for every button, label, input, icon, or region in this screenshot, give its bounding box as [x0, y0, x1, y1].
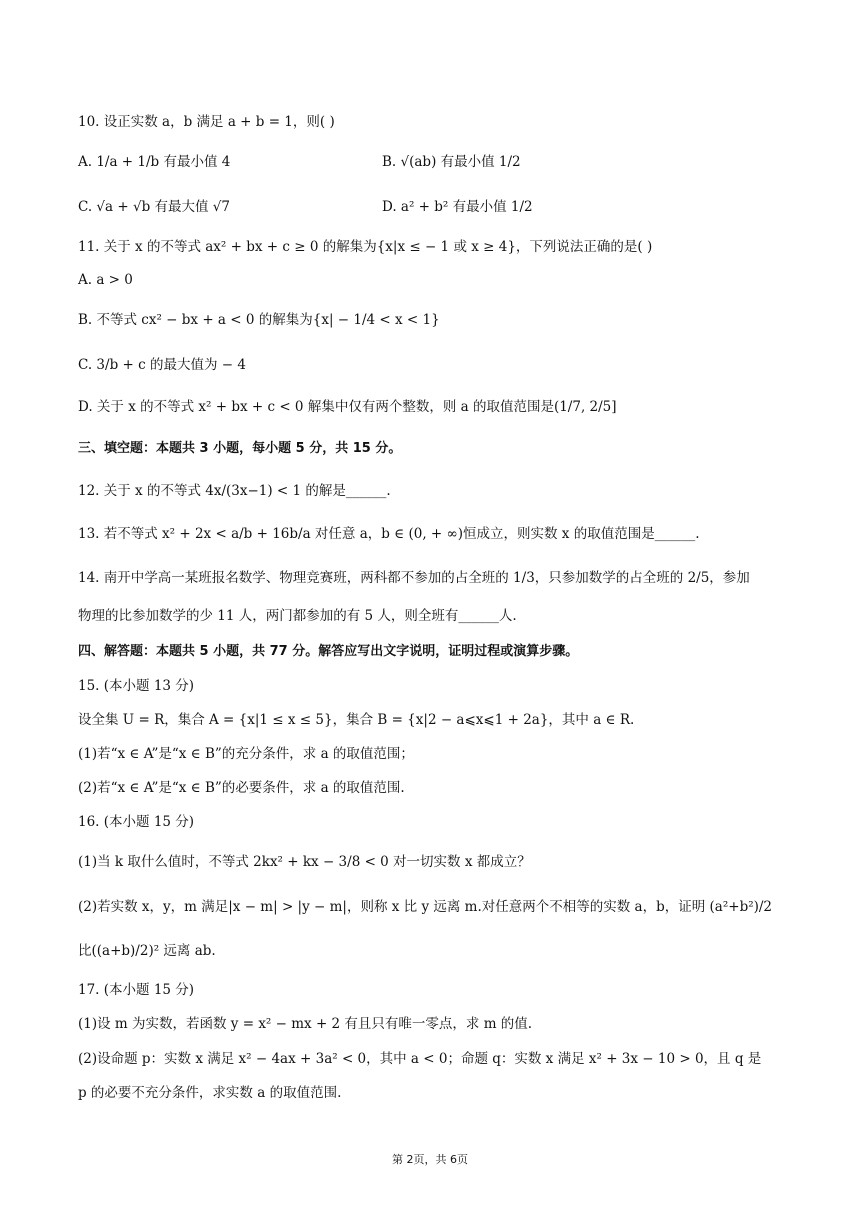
- q15-heading: 15. (本小题 13 分): [78, 678, 195, 694]
- q11-option-b: B. 不等式 cx² − bx + a < 0 的解集为{x| − 1/4 < x < 1}: [78, 312, 440, 328]
- section-3-heading: 三、填空题：本题共 3 小题，每小题 5 分，共 15 分。: [78, 441, 402, 456]
- q12-text: 12. 关于 x 的不等式 4x/(3x−1) < 1 的解是______.: [78, 483, 391, 499]
- q14-line-1: 14. 南开中学高一某班报名数学、物理竞赛班，两科都不参加的占全班的 1/3，只参加数学的占全班的 2/5，参加: [78, 570, 750, 586]
- q11-stem: 11. 关于 x 的不等式 ax² + bx + c ≥ 0 的解集为{x|x ≤ − 1 或 x ≥ 4}，下列说法正确的是( ): [78, 239, 653, 255]
- q10-stem: 10. 设正实数 a，b 满足 a + b = 1，则( ): [78, 114, 335, 130]
- q13-text: 13. 若不等式 x² + 2x < a/b + 16b/a 对任意 a，b ∈ (0, + ∞)恒成立，则实数 x 的取值范围是______.: [78, 526, 700, 542]
- q15-line-1: 设全集 U = R，集合 A = {x|1 ≤ x ≤ 5}，集合 B = {x|2 − a⩽x⩽1 + 2a}，其中 a ∈ R.: [78, 712, 635, 728]
- q16-line-2: (2)若实数 x，y，m 满足|x − m| > |y − m|，则称 x 比 y 远离 m.对任意两个不相等的实数 a，b，证明 (a²+b²)/2: [78, 899, 773, 915]
- q11-option-a: A. a > 0: [78, 272, 133, 288]
- q17-line-2: (2)设命题 p：实数 x 满足 x² − 4ax + 3a² < 0，其中 a < 0；命题 q：实数 x 满足 x² + 3x − 10 > 0，且 q 是: [78, 1051, 762, 1067]
- q10-option-a: A. 1/a + 1/b 有最小值 4: [78, 154, 231, 170]
- q17-line-3: p 的必要不充分条件，求实数 a 的取值范围.: [78, 1085, 342, 1101]
- q15-line-3: (2)若“x ∈ A”是“x ∈ B”的必要条件，求 a 的取值范围.: [78, 780, 405, 796]
- q11-option-c: C. 3/b + c 的最大值为 − 4: [78, 357, 246, 373]
- q10-option-d: D. a² + b² 有最小值 1/2: [382, 199, 533, 215]
- q17-heading: 17. (本小题 15 分): [78, 982, 195, 998]
- q17-line-1: (1)设 m 为实数，若函数 y = x² − mx + 2 有且只有唯一零点，求 m 的值.: [78, 1016, 533, 1032]
- q16-line-1: (1)当 k 取什么值时，不等式 2kx² + kx − 3/8 < 0 对一切实数 x 都成立？: [78, 854, 531, 870]
- page-footer: 第 2页，共 6页: [392, 1153, 468, 1166]
- section-4-heading: 四、解答题：本题共 5 小题，共 77 分。解答应写出文字说明，证明过程或演算步骤。: [78, 644, 579, 659]
- q14-line-2: 物理的比参加数学的少 11 人，两门都参加的有 5 人，则全班有______人.: [78, 608, 517, 624]
- q15-line-2: (1)若“x ∈ A”是“x ∈ B”的充分条件，求 a 的取值范围；: [78, 746, 414, 762]
- q16-line-3: 比((a+b)/2)² 远离 ab.: [78, 943, 216, 959]
- q10-option-c: C. √a + √b 有最大值 √7: [78, 199, 230, 215]
- q11-option-d: D. 关于 x 的不等式 x² + bx + c < 0 解集中仅有两个整数，则 a 的取值范围是(1/7, 2/5]: [78, 399, 617, 415]
- q16-heading: 16. (本小题 15 分): [78, 814, 195, 830]
- q10-option-b: B. √(ab) 有最小值 1/2: [382, 154, 521, 170]
